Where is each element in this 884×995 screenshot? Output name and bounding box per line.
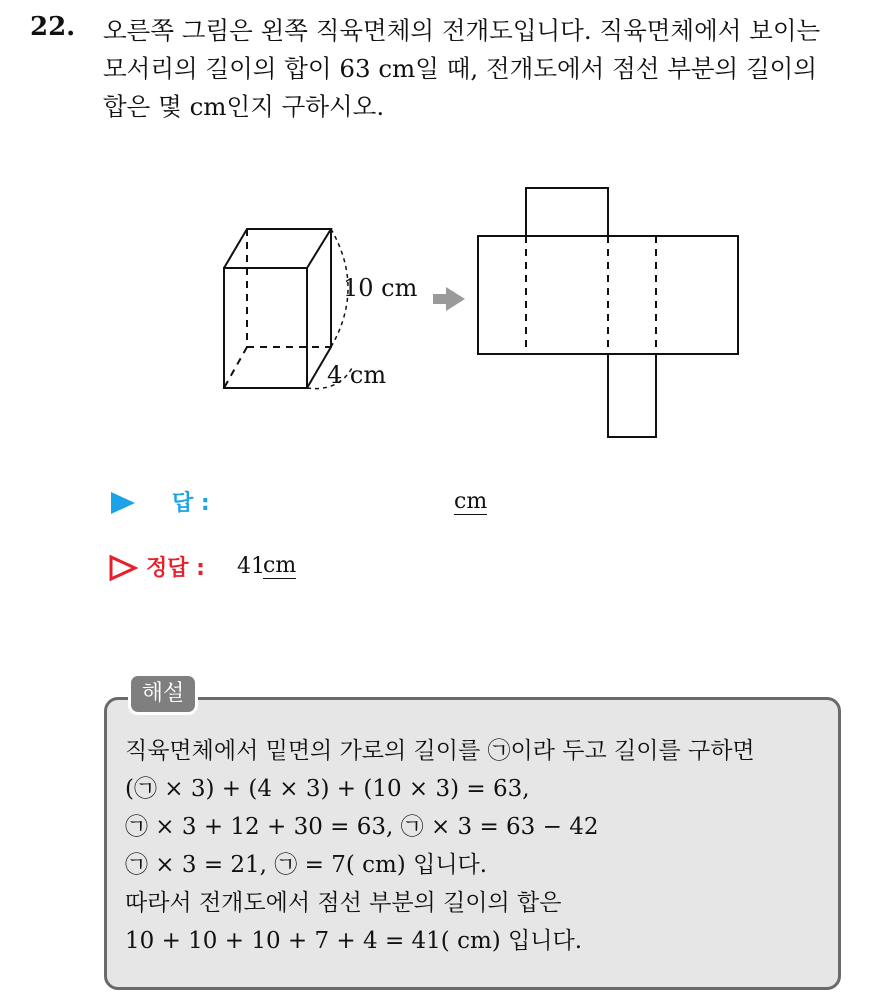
explanation-text <box>125 732 755 960</box>
answer-unit[interactable]: cm <box>454 489 488 514</box>
net-bottom-flap <box>608 354 656 437</box>
answer-label: 답 : <box>172 491 210 516</box>
correct-answer-value: 41 <box>237 554 265 579</box>
cuboid-front-face <box>224 268 307 388</box>
cuboid-hidden-edges <box>224 229 331 388</box>
question-line: 합은 몇 cm인지 구하시오. <box>103 92 385 121</box>
explanation-line: ㉠ × 3 + 12 + 30 = 63, ㉠ × 3 = 63 − 42 <box>125 814 599 840</box>
question-number: 22. <box>30 12 76 42</box>
net-top-flap <box>526 188 608 236</box>
cuboid-top-face <box>224 229 331 268</box>
explanation-line: 직육면체에서 밑면의 가로의 길이를 ㉠이라 두고 길이를 구하면 <box>125 738 755 764</box>
question-line: 모서리의 길이의 합이 63 cm일 때, 전개도에서 점선 부분의 길이의 <box>103 54 818 83</box>
explanation-line: 10 + 10 + 10 + 7 + 4 = 41( cm) 입니다. <box>125 928 583 954</box>
explanation-line: ㉠ × 3 = 21, ㉠ = 7( cm) 입니다. <box>125 852 488 878</box>
net-dashed-folds <box>526 236 656 354</box>
height-label: 10 cm <box>343 274 418 302</box>
correct-answer-label: 정답 : <box>146 556 205 581</box>
play-triangle-outline-icon <box>108 555 138 581</box>
explanation-line: 따라서 전개도에서 점선 부분의 길이의 합은 <box>125 890 562 916</box>
figure <box>0 0 884 460</box>
depth-label: 4 cm <box>327 361 387 389</box>
arrow-right-icon <box>433 287 465 311</box>
net-drawing <box>478 188 738 437</box>
explanation-line: (㉠ × 3) + (4 × 3) + (10 × 3) = 63, <box>125 776 530 802</box>
question-line: 오른쪽 그림은 왼쪽 직육면체의 전개도입니다. 직육면체에서 보이는 <box>103 16 821 45</box>
play-triangle-icon <box>108 490 138 516</box>
explanation-tag: 해설 <box>128 673 198 715</box>
correct-answer-unit: cm <box>263 553 297 578</box>
